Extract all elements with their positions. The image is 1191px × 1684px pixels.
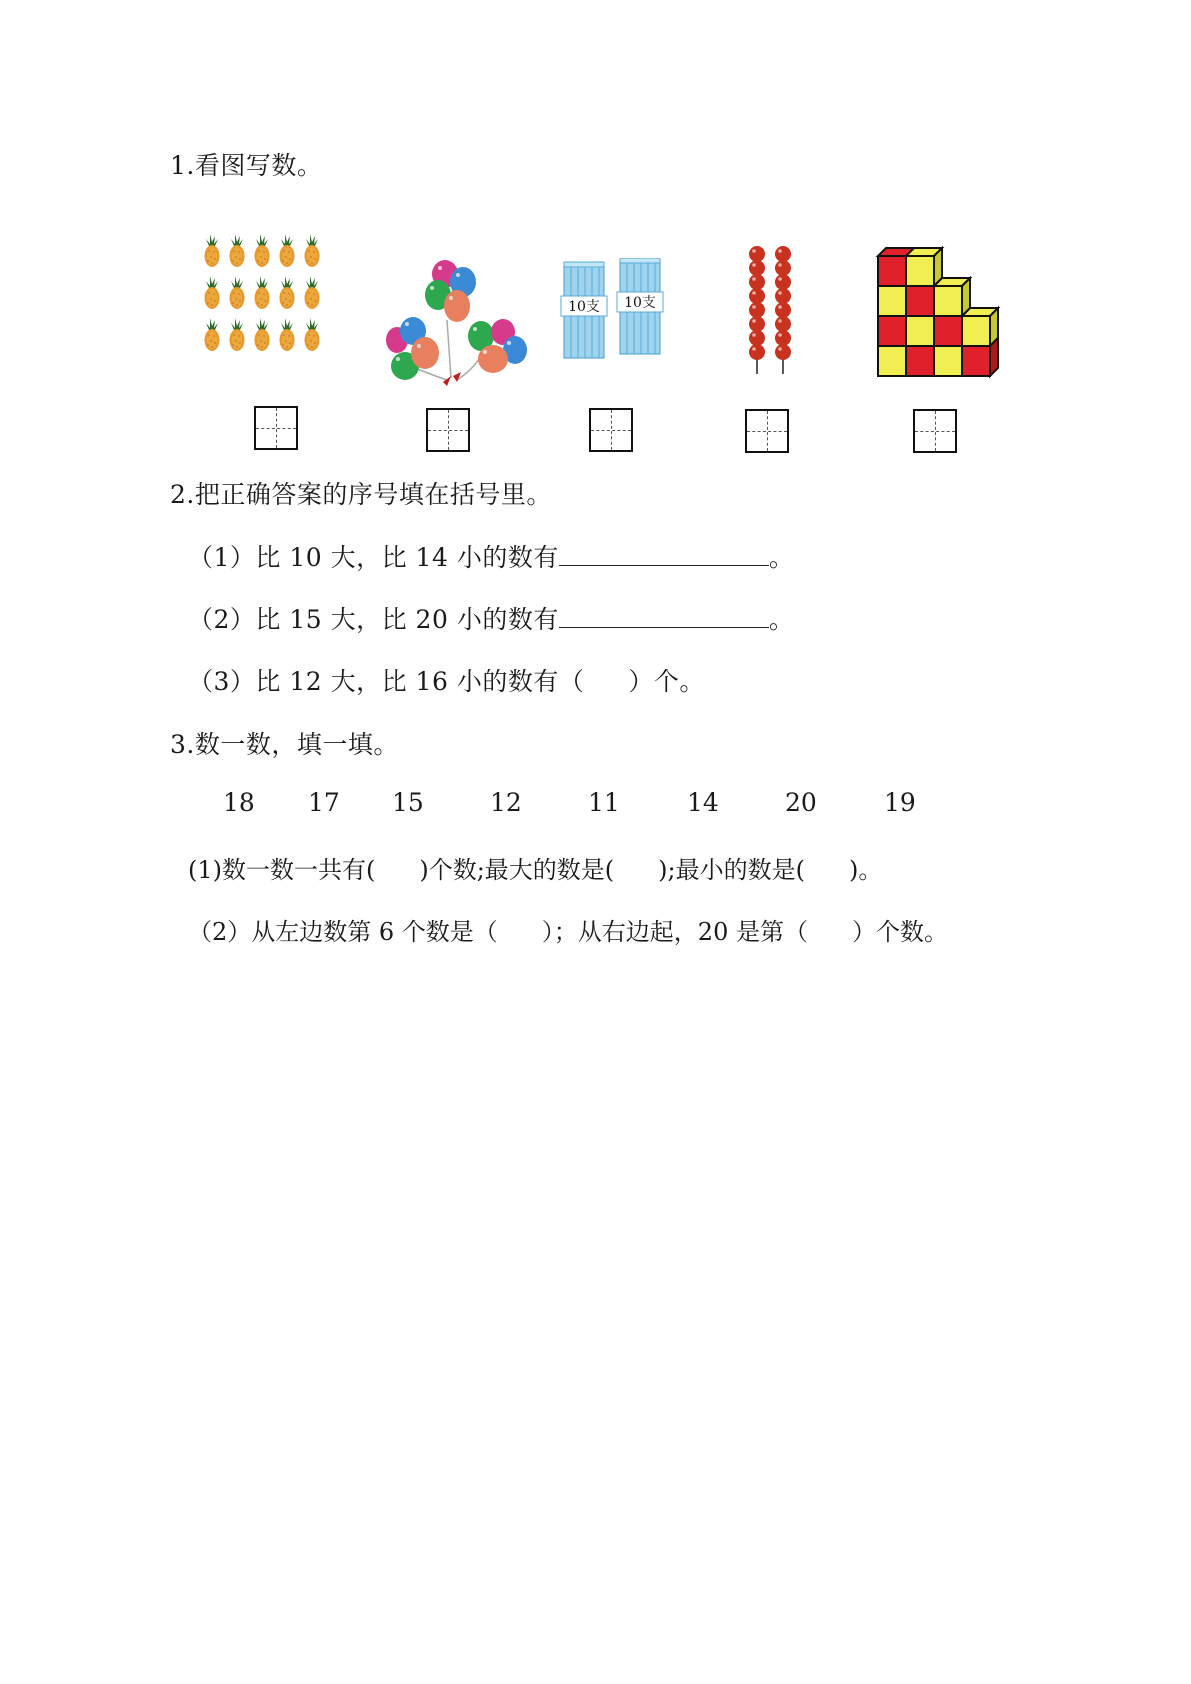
number-item: 12 (490, 788, 522, 817)
q2-item-1-suffix: 。 (768, 543, 795, 572)
q3-item-2-text-a: （2）从左边数第 6 个数是（ (188, 918, 498, 946)
number-item: 15 (392, 788, 424, 817)
q2-item-2-blank[interactable] (559, 605, 769, 628)
q2-item-1 (188, 538, 794, 574)
q2-title: 2.把正确答案的序号填在括号里。 (170, 480, 552, 509)
candied-haws-image (740, 246, 800, 376)
number-item: 19 (884, 788, 916, 817)
number-item: 18 (223, 788, 255, 817)
answer-box-haws[interactable] (745, 409, 789, 453)
pineapples-image (200, 232, 330, 358)
q3-item-1-text-b: )个数;最大的数是( (419, 856, 615, 884)
balloons-image (385, 258, 530, 388)
q3-item-2-text-b: ）；从右边起，20 是第（ (541, 918, 808, 946)
number-item: 14 (687, 788, 719, 817)
q3-item-1-text-a: (1)数一数一共有( (188, 856, 376, 884)
q3-item-1 (188, 850, 882, 885)
svg-text:10支: 10支 (624, 295, 656, 311)
q1-title: 1.看图写数。 (170, 151, 323, 180)
q2-item-2-text: （2）比 15 大，比 20 小的数有 (188, 605, 559, 634)
stick-bundles-image (560, 258, 670, 363)
q2-item-3-text: （3）比 12 大，比 16 小的数有（ (188, 667, 585, 696)
answer-box-pineapples[interactable] (254, 406, 298, 450)
q2-item-1-text: （1）比 10 大，比 14 小的数有 (188, 543, 559, 572)
number-item: 17 (308, 788, 340, 817)
answer-box-cubes[interactable] (913, 409, 957, 453)
q2-item-3-suffix: ）个。 (628, 667, 705, 696)
q2-item-2 (188, 600, 794, 636)
q2-item-1-blank[interactable] (559, 543, 769, 566)
q3-item-1-text-c: );最小的数是( (658, 856, 805, 884)
q2-item-3 (188, 662, 705, 698)
q3-item-1-text-d: )。 (848, 856, 883, 884)
number-item: 11 (588, 788, 620, 817)
q2-item-2-suffix: 。 (768, 605, 795, 634)
q3-title: 3.数一数，填一填。 (170, 730, 399, 759)
cube-stack-image (872, 244, 1012, 394)
q3-item-2 (188, 912, 948, 947)
answer-box-sticks[interactable] (589, 408, 633, 452)
number-item: 20 (785, 788, 817, 817)
q3-item-2-text-c: ）个数。 (851, 918, 948, 946)
answer-box-balloons[interactable] (426, 408, 470, 452)
svg-text:10支: 10支 (568, 299, 600, 315)
